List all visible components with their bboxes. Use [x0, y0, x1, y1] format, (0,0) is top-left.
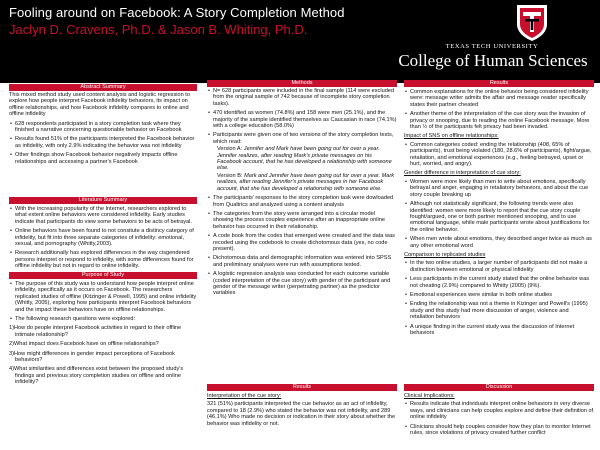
discussion-section	[404, 393, 594, 448]
discussion-subheading: Clinical Implications:	[404, 393, 455, 399]
gender-item: • Although not statistically significant, the following trends were also identified: women were more likely to report that the cue story couple fought/argued, one or both partner mentioned snooping, and to use emotional language, while male participants wrote about justifications for the online behavior.	[404, 201, 594, 233]
poster-header	[0, 0, 600, 83]
research-question: 1)How do people interpret Facebook activities in regard to their offline intimate relationship?	[9, 325, 182, 338]
purpose-item: • The purpose of this study was to understand how people interpret online infidelity, specifically as it occurs on Facebook. The researchers replicated studies of offline (Kitzinger & Powell, 1995) and online infidelity (Whitty, 2005), exploring how participants interpret Facebook behaviors and the impact these behaviors have on offline relationships.	[9, 281, 197, 313]
purpose-item: • The following research questions were explored:	[9, 316, 197, 322]
discussion-item: • Results indicate that individuals interpret online behaviors in very diverse ways, and clinicians can help couples explore and define their definition of online infidelity	[404, 401, 594, 420]
abstract-item: • 628 respondents participated in a story completion task where they finished a narrative concerning questionable behavior on Facebook	[9, 121, 197, 134]
methods-section	[207, 88, 397, 378]
story-version-a	[207, 146, 397, 172]
purpose-heading: Purpose of Study	[9, 272, 197, 279]
poster-title: Fooling around on Facebook: A Story Completion Method	[9, 5, 345, 20]
methods-heading: Methods	[207, 80, 397, 87]
results-subheading: Interpretation of the cue story:	[207, 393, 282, 399]
methods-item: • Participants were given one of two versions of the story completion tests, which read:	[207, 132, 397, 145]
abstract-item: • Results found 51% of the participants interpreted the Facebook behavior as infidelity, with only 2.9% indicating the behavior was not infidelity	[9, 136, 197, 149]
results-item: • Common explanations for the online behavior being considered infidelity were: message writer admits the affair and message reader specifically states their partner cheated	[404, 89, 594, 108]
results-right-section	[404, 89, 594, 368]
comparison-item: • Less participants in the current study stated that the online behavior was not cheating (2.9%) compared to Whitty (2005) (9%).	[404, 276, 594, 289]
results-section	[207, 393, 397, 448]
methods-item: • N= 628 participants were included in the final sample (114 were excluded from the original sample of 742 because of incomplete story completion tasks).	[207, 88, 397, 107]
university-name: TEXAS TECH UNIVERSITY	[445, 43, 539, 50]
methods-item: • Dichotomous data and demographic information was entered into SPSS and preliminary analyses were run with assumptions tested.	[207, 255, 397, 268]
literature-item: • Online behaviors have been found to not consitute a distincy category of infidelity, but fit into three separate categories of infidelity: emotional, sexual, and pornography (Whitty,2003).	[9, 228, 197, 247]
poster-authors: Jaclyn D. Cravens, Ph.D. & Jason B. Whiting, Ph.D.	[9, 22, 308, 37]
discussion-item: • Clinicians should help couples consider how they plan to monitor Internet rules, since violations of privacy created further conflict	[404, 424, 594, 437]
methods-item: • 470 identified as women (74.8%) and 158 were men (25.1%), and the majority of the sample identified themselves as Caucasian in race (74.1%) with a college education (58.0%)	[207, 110, 397, 129]
methods-item: • A logistic regression analysis was conducted for each outcome variable (coded interpretation of the cue story) with gender of the participant and gender of the message writer (perpetrating partner) as the predictor variables	[207, 271, 397, 297]
double-t-shield-icon	[512, 2, 552, 42]
literature-heading: Literature Summary	[9, 197, 197, 204]
version-b-text: Mark and Jennifer have been going out for over a year. Mark realizes, after reading Jennifer's private messages in her Facebook account, that she has developed a relationship with someone else.	[217, 172, 395, 192]
gender-heading: Gender difference in interpretation of cue story:	[404, 170, 521, 177]
comparison-item: • Emotional experiences were similar in both online studies	[404, 292, 594, 298]
research-question: 4)What similarities and differences exist between the proposed study's findings and previous story completion studies on offline and online infidelity?	[9, 366, 184, 386]
results-right-heading: Results	[404, 80, 594, 87]
abstract-section	[9, 92, 197, 194]
results-item: • Another theme of the interpretation of the cue story was the invasion of privacy or snooping, due to reading the online Facebook message. More than ½ of the participants felt privacy had been invaded.	[404, 111, 594, 130]
discussion-heading: Discussion	[404, 384, 594, 391]
impact-item: • Common categories coded: ending the relationship (408, 65% of participants), trust being violated (180, 28.6% of participants), fight/argue, retaliation, and emotional experiences (e.g., feeling betrayed, upset or hurt, worried, and angry).	[404, 142, 594, 168]
abstract-item: • Other findings show Facebook behavior negatively impacts offline relationships and accessing a partner's Facebook	[9, 152, 197, 165]
comparison-item: • A unique finding in the current study was the discussion of Internet behaviors	[404, 324, 594, 337]
literature-section	[9, 206, 197, 272]
abstract-text: This mixed method study used content analysis and logistic regression to explore how people interpret Facebook infidelity behaviors, its impact on offline relationships, and how Facebook infidelity compares to online and offline infidelity	[9, 92, 190, 118]
methods-item: • A code book from the codes that emerged were created and the data was recoded using the codebook to create dichotomous data (yes, no code present).	[207, 233, 397, 252]
research-question: 3)How might differences in gender impact perceptions of Facebook behaviors?	[9, 350, 175, 364]
methods-item: • The participants' responses to the story completion task were dowloaded from Qualtrics and analyzed using a content analysis	[207, 195, 397, 208]
story-version-b	[207, 173, 397, 192]
comparison-heading: Comparison to replicated studies	[404, 251, 486, 258]
impact-heading: Impact of SNS on offline relationships:	[404, 133, 499, 140]
version-a-label: Version A:	[217, 146, 243, 153]
comparison-item: • Ending the relationship was not a theme in Kizinger and Powell's (1995) study and this study had more discussion of anger, violence and retaliation behaviors	[404, 301, 594, 320]
purpose-section	[9, 281, 197, 448]
literature-item: • Research additionally has explored differences in the way cisgendered persons interpret or respond to infidelity, with some differences found for offline infidelity but not in regard to online infidelity.	[9, 250, 197, 269]
comparison-item: • In the two online studies, a larger number of participants did not make a distinction between emotional or physical infidelity	[404, 260, 594, 273]
gender-item: • When men wrote about emotions, they described anger twice as much as any other emotional word	[404, 236, 594, 249]
version-b-label: Version B:	[217, 172, 243, 179]
gender-item: • Women were more likely than men to write about emotions, specifically betrayal and anger, engaging in retaliatory behaviors, and about the cue story couple breaking up	[404, 179, 594, 198]
results-heading: Results	[207, 384, 397, 391]
results-text: 321 (51%) participants interpreted the cue behavior as an act of infidelity, compared to 18 (2.9%) who stated the behavior was not infidelity, and 289 (46.1%) Who made no decision or indication in their story about whether the behavior was infidelity or not.	[207, 401, 396, 427]
abstract-heading: Abstract Summary	[9, 84, 197, 91]
college-name: College of Human Sciences	[398, 51, 588, 70]
version-a-text: Jennifer and Mark have been going out for over a year. Jennifer realizes, after reading Mark's private messages on his Facebook account, that he has developed a relationship with someone else.	[217, 146, 392, 172]
literature-item: • With the increasing popularity of the Internet, researchers explored to what extent online behaviors were considered infidelity. Early studies indicate that participants do view some behaviors to be acts of betrayal.	[9, 206, 197, 225]
research-question: 2)What impact does Facebook have on offline relationships?	[9, 341, 159, 348]
methods-item: • The categories from the story were arranged into a circular model showing the process couples experience after an inappropriate online behavior has occurred in their relationship.	[207, 211, 397, 230]
